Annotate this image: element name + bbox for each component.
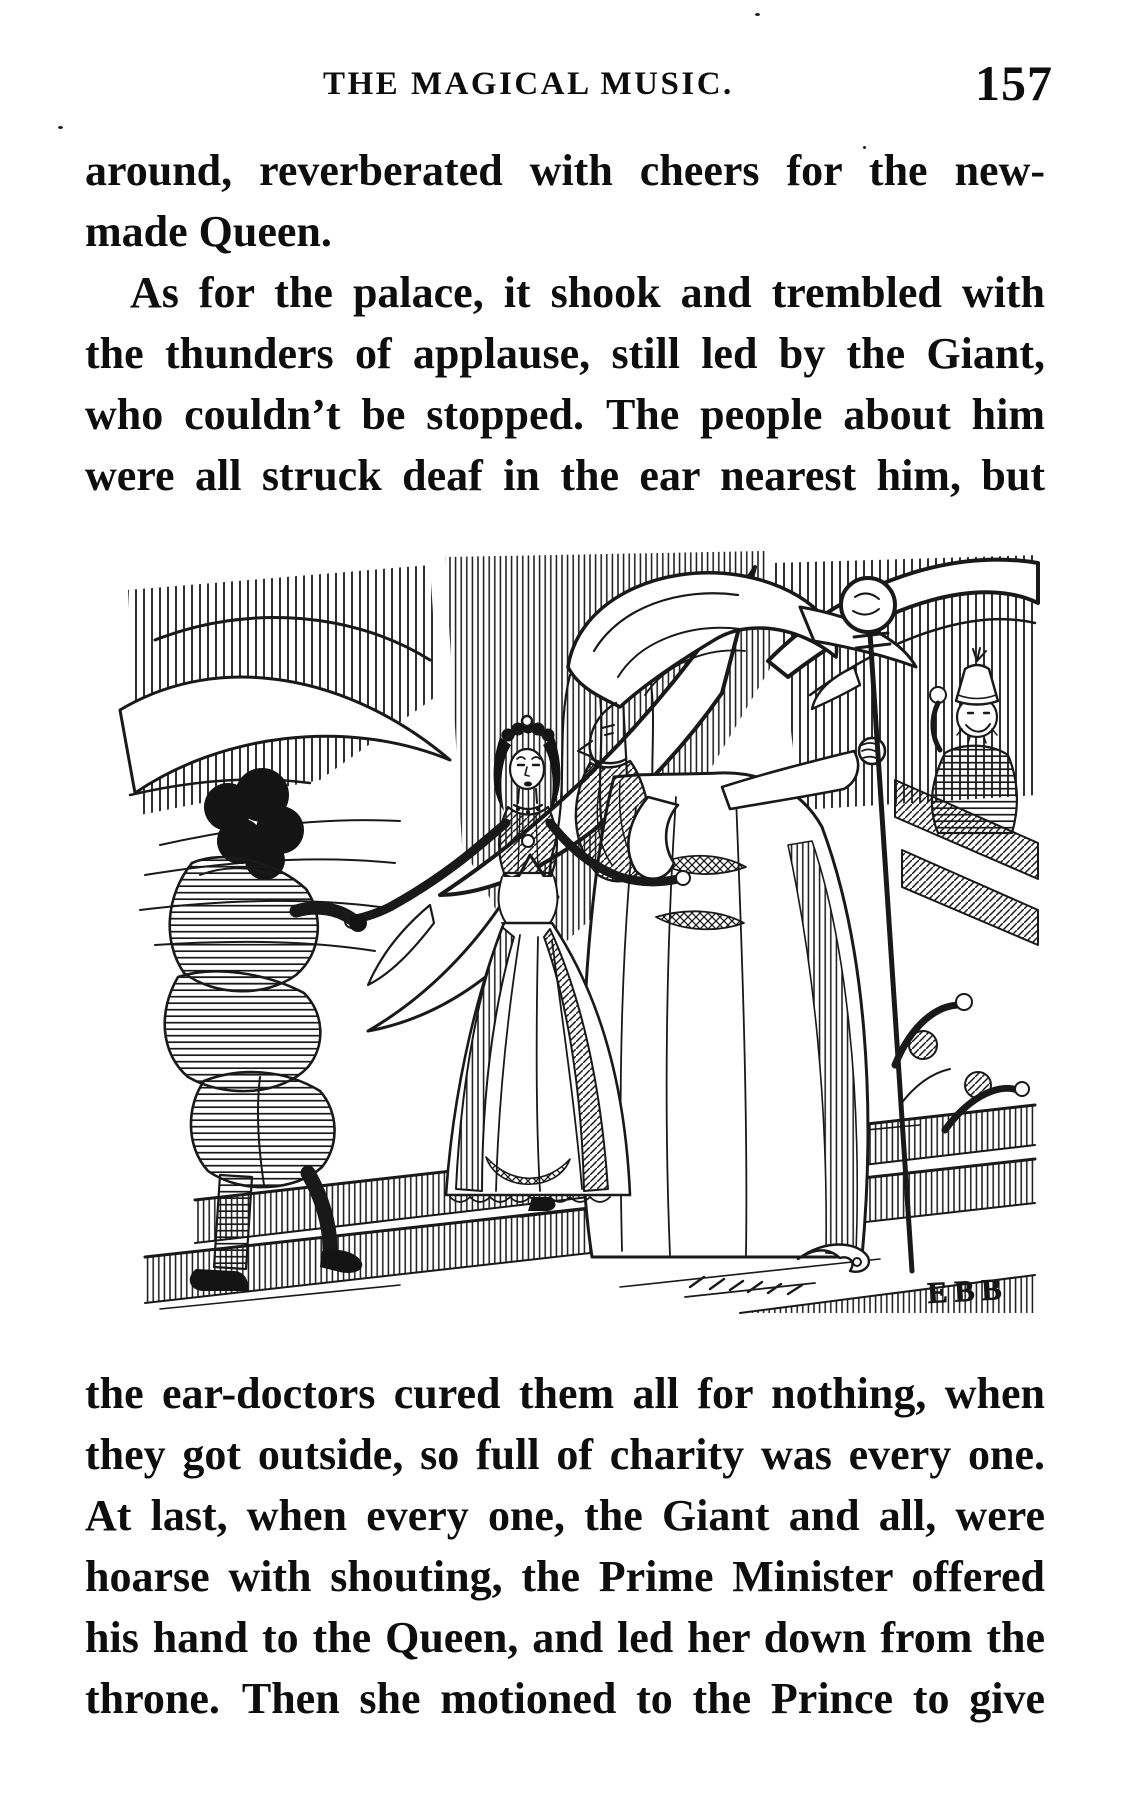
staff-knob [841, 578, 895, 632]
body-line: they got outside, so full of charity was every one. [85, 1430, 1045, 1479]
body-line: made Queen. [85, 207, 332, 256]
body-line: hoarse with shouting, the Prime Minister offered [85, 1552, 1045, 1601]
body-line: were all struck deaf in the ear nearest him, but [85, 451, 1045, 500]
scan-speck [58, 126, 63, 129]
bottom-paragraph [85, 1363, 1045, 1729]
body-line: At last, when every one, the Giant and all, were [85, 1491, 1045, 1540]
body-line: the ear-doctors cured them all for nothing, when [85, 1369, 1045, 1418]
scan-speck [755, 13, 760, 16]
body-line: throne. Then she motioned to the Prince to give [85, 1674, 1045, 1723]
body-line: his hand to the Queen, and led her down from the [85, 1613, 1045, 1662]
body-line: As for the palace, it shook and trembled with [130, 268, 1045, 317]
body-line: the thunders of applause, still led by the Giant, [85, 329, 1045, 378]
page-number: 157 [975, 55, 1053, 111]
illustration-engraving [100, 545, 1040, 1315]
running-title: THE MAGICAL MUSIC. [323, 66, 734, 102]
top-paragraphs [85, 140, 1045, 506]
body-line: who couldn’t be stopped. The people about him [85, 390, 1045, 439]
queen-slipper [528, 1197, 556, 1211]
signature-text: EBB [926, 1272, 1010, 1310]
body-line: around, reverberated with cheers for the new- [85, 146, 1045, 195]
